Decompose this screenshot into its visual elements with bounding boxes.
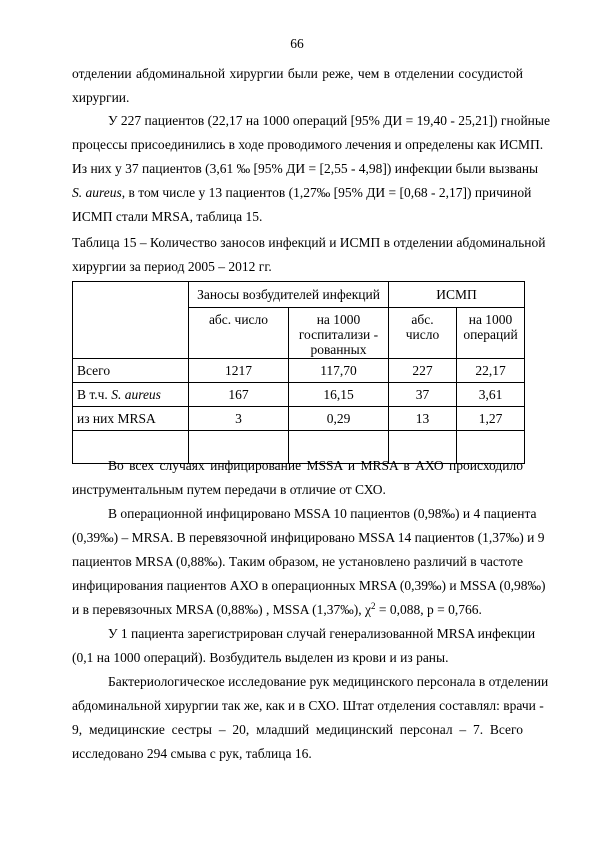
superscript: 2 [370, 601, 376, 611]
table-group-header: ИСМП [389, 282, 525, 308]
table-cell: 227 [389, 359, 457, 383]
text-line: отделении абдоминальной хирургии были реже, чем в отделении сосудистой [72, 66, 523, 81]
row-label: В т.ч. S. aureus [73, 383, 189, 407]
text-line: абдоминальной хирургии так же, как и в СХО. Штат отделения составлял: врачи - [72, 698, 544, 713]
table-cell: 16,15 [289, 383, 389, 407]
table-column-header: абс. число [389, 308, 457, 359]
table-column-header: на 1000 госпитализи - рованных [289, 308, 389, 359]
table-cell: 3,61 [457, 383, 525, 407]
table-row [73, 407, 525, 431]
species-name: S. aureus [72, 185, 122, 200]
table-caption: Таблица 15 – Количество заносов инфекций и ИСМП в отделении абдоминальной [72, 235, 546, 250]
table-cell: 0,29 [289, 407, 389, 431]
table-row [73, 383, 525, 407]
text-line: пациентов MRSA (0,88‰). Таким образом, не установлено различий в частоте [72, 554, 523, 569]
text-line: S. aureus, в том числе у 13 пациентов (1,27‰ [95% ДИ = [0,68 - 2,17]) причиной [72, 185, 532, 200]
row-label: Всего [73, 359, 189, 383]
text-line: Бактериологическое исследование рук медицинского персонала в отделении [108, 674, 549, 689]
text-line: ИСМП стали MRSA, таблица 15. [72, 209, 263, 224]
text-line: В операционной инфицировано MSSA 10 пациентов (0,98‰) и 4 пациента [108, 506, 537, 521]
table-row [73, 359, 525, 383]
text-line: (0,39‰) – MRSA. В перевязочной инфицировано MSSA 14 пациентов (1,37‰) и 9 [72, 530, 545, 545]
text-line: 9, медицинские сестры – 20, младший медицинский персонал – 7. Всего [72, 722, 523, 737]
table-column-header: абс. число [189, 308, 289, 359]
table-group-header: Заносы возбудителей инфекций [189, 282, 389, 308]
text-line: У 227 пациентов (22,17 на 1000 операций [95% ДИ = 19,40 - 25,21]) гнойные [108, 113, 550, 128]
table-column-header: на 1000 операций [457, 308, 525, 359]
text-line: и в перевязочных MRSA (0,88‰) , MSSA (1,37‰), $\chi^2 = 0,088$, p = 0,766. [72, 601, 482, 617]
text-line: Из них у 37 пациентов (3,61 ‰ [95% ДИ = [2,55 - 4,98]) инфекции были вызваны [72, 161, 539, 176]
table-cell: 1217 [189, 359, 289, 383]
data-table [72, 281, 525, 464]
table-cell: 37 [389, 383, 457, 407]
text-line: У 1 пациента зарегистрирован случай генерализованной MRSA инфекции [108, 626, 536, 641]
text-line: инструментальным путем передачи в отличие от СХО. [72, 482, 386, 497]
table-cell: 117,70 [289, 359, 389, 383]
text-line: процессы присоединились в ходе проводимого лечения и определены как ИСМП. [72, 137, 544, 152]
table-cell: 13 [389, 407, 457, 431]
row-label: из них MRSA [73, 407, 189, 431]
text-line: хирургии. [72, 90, 130, 105]
table-caption: хирургии за период 2005 – 2012 гг. [72, 259, 272, 274]
text-line: инфицирования пациентов АХО в операционных MRSA (0,39‰) и MSSA (0,98‰) [72, 578, 546, 593]
table-cell: 22,17 [457, 359, 525, 383]
text-line: Во всех случаях инфицирование MSSA и MRSA в АХО происходило [108, 458, 523, 473]
table-corner-cell [73, 282, 189, 359]
text-line: исследовано 294 смыва с рук, таблица 16. [72, 746, 312, 761]
page-number: 66 [290, 36, 304, 51]
table-cell: 167 [189, 383, 289, 407]
table-cell: 3 [189, 407, 289, 431]
text-line: (0,1 на 1000 операций). Возбудитель выделен из крови и из раны. [72, 650, 449, 665]
table-cell: 1,27 [457, 407, 525, 431]
